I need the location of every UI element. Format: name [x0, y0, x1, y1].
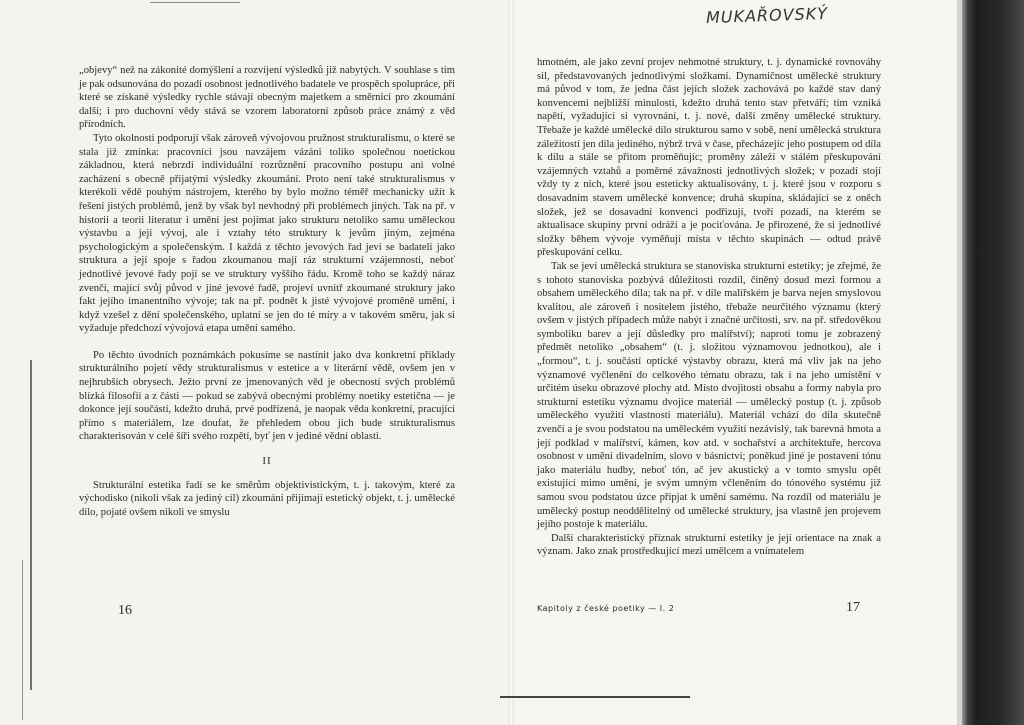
paragraph: „objevy“ než na zákonité domýšlení a rozvíjení výsledků již nabytých. V souhlase s tím je pak odsunována do pozadí osobnost jednotlivého badatele ve prospěch spolupráce, při které se získané výsledky rychle stávají obecným majetkem a směrnicí pro zkoumání další; i pro duchovní vědy stává se vzorem laboratorní způsob práce známý z věd přírodních. — [79, 65, 455, 131]
scan-artifact-line — [30, 360, 32, 690]
handwritten-author-note: MUKAŘOVSKÝ — [705, 3, 829, 28]
paragraph: Tak se jeví umělecká struktura se stanoviska strukturní estetiky; je zřejmé, že s tohoto stanoviska pozbývá důležitosti rozdíl, činěný dosud mezi formou a obsahem uměleckého díla; tak na př. v díle malířském je barva nejen smyslovou kvalitou, ale zároveň i nositelem jistého, třebaže neurčitého významu (který ovšem v jistých případech může nabýt i značné určitosti, srv. na př. středověkou symboliku barev a její důsledky pro malířství); naproti tomu je zobrazený předmět netoliko „obsahem“ (t. j. složitou významovou jednotkou), ale i „formou“, t. j. součástí optické výstavby obrazu, která má vliv jak na jeho významové vyčlenění do celkového tématu obrazu, tak i na jeho umístění v určitém úseku obrazové plochy atd. Místo dvojitosti obsahu a formy nabyla pro strukturní estetiku významu dvojice materiál — umělecký postup (t. j. způsob uměleckého využití vlastností materiálu). Materiál vchází do díla skutečně zvenčí a je svou podstatou na uměleckém využití nezávislý, tak barevná hmota a její podklad v malířství, kámen, kov atd. v sochařství a architektuře, hercova osobnost v umění divadelním, slovo v básnictví; poněkud jiné je postavení tónu jako materiálu hudby, neboť tón, ač jev akustický a v tomto smyslu opět existující mimo umění, je svým umným včleněním do tónového systému již samou svou podstatou úzce připjat k umění samému. Na rozdíl od materiálu je umělecký postup neoddělitelný od umělecké struktury, jsa vlastně jen projevem jejího postoje k materiálu. — [537, 260, 881, 531]
paragraph: hmotném, ale jako zevní projev nehmotné struktury, t. j. dynamické rovnováhy sil, představovaných jednotlivými složkami. Dynamičnost umělecké struktury má původ v tom, že jedna část jejích složek zachovává po každé stav daný konvencemi nejbližší minulosti, kdežto druhá tento stav přetváří; tím vzniká napětí, vyžadující si vyrovnání, t. j. nové, další změny umělecké struktury. Třebaže je každé umělecké dílo strukturou samo v sobě, není umělecká struktura záležitostí jen díla jediného, nýbrž trvá v čase, přecházejíc jeho postupem od díla k dílu a stále se přitom proměňujíc; proměny záleží v stálém přeskupování vzájemných vztahů a poměrné závažnosti jednotlivých složek; v pozadí stojí vždy ty z nich, které jsou esteticky aktualisovány, t. j. které jsou v rozporu s dosavadním stavem umělecké konvence; druhá skupina, skládající se z oněch složek, jež se dosavadní konvenci podřizují, tvoří pozadí, na kterém se aktualisace skupiny první odráží a je pociťována. Je přirozené, že si jednotlivé složky během vývoje vyměňují místa v těchto skupinách — odtud právě přeskupování celku. — [537, 57, 881, 259]
scan-dark-edge — [962, 0, 1024, 725]
paragraph: Strukturální estetika řadí se ke směrům objektivistickým, t. j. takovým, které za východisko (nikoli však za jediný cíl) zkoumání přijímají estetický objekt, t. j. umělecké dílo, pojaté ovšem nikoli ve smyslu — [79, 479, 455, 518]
left-text-column — [79, 64, 455, 519]
right-text-column — [537, 56, 881, 559]
section-numeral: II — [262, 455, 272, 468]
page-number-left: 16 — [118, 603, 132, 618]
paragraph: Po těchto úvodních poznámkách pokusíme se nastínit jako dva konkretní příklady strukturálního pojetí vědy strukturalismus v estetice a v literární vědě, ovšem jen v nejhrubších obrysech. Ježto první ze jmenovaných věd je obecností svých problémů blízká filosofii a z části — pokud se zabývá obecnými problémy noetiky estetična — je dokonce její součástí, kdežto druhá, prvé podřízená, je naopak věda konkretní, pracující přímo s materiálem, lze doufat, že přehledem obou jich bude strukturalismus charakterisován v celé šíři svého rozpětí, byť jen v jediné vědní oblasti. — [79, 349, 455, 443]
running-footer: Kapitoly z české poetiky — I. 2 — [537, 604, 675, 613]
paragraph: Další charakteristický příznak strukturní estetiky je její orientace na znak a význam. Jako znak prostředkující mezi umělcem a vnímatelem — [537, 532, 881, 558]
page-number-right: 17 — [846, 600, 860, 615]
paragraph: Tyto okolnosti podporují však zároveň vývojovou pružnost strukturalismu, o které se stala již zmínka: pracovníci jsou navzájem vázáni toliko společnou noetickou základnou, která nebrzdí individuální rozrůznění pracovního postupu ani volné zacházení s obecně přijatými výsledky zkoumání. Proto není také strukturalismus v kterékoli vědě pouhým nástrojem, kterého by bylo možno téměř mechanicky užít k řešení jistých problémů, jenž by však byl nevhodný při problémech jiných. Tak na př. v historii a teorii literatur i umění jest pojímat jako strukturu netoliko samu uměleckou výstavbu a její vývoj, ale i vztahy této struktury k jevům jiným, zejména psychologickým a společenským. I každá z těchto jevových řad jeví se badateli jako struktura a její spoje s řadou zkoumanou mají ráz strukturní vzájemnosti, neboť jednotlivé jevové řady pojí se ve struktury vyššího řádu. Kromě toho se každý náraz zvenčí, mající svůj původ v jiné jevové řadě, projeví uvnitř zkoumané struktury jako fakt jejího imanentního vývoje; tak na př. podnět k jisté vývojové proměně umění, i když vzešel z dění společenského, uplatní se jen do té míry a v takovém směru, jak si vyžaduje předchozí vývojová etapa umění samého. — [79, 132, 455, 335]
scan-artifact-line-secondary — [22, 560, 23, 720]
scan-artifact-rule — [500, 696, 690, 698]
book-gutter — [508, 0, 514, 725]
scan-mark — [150, 2, 240, 3]
